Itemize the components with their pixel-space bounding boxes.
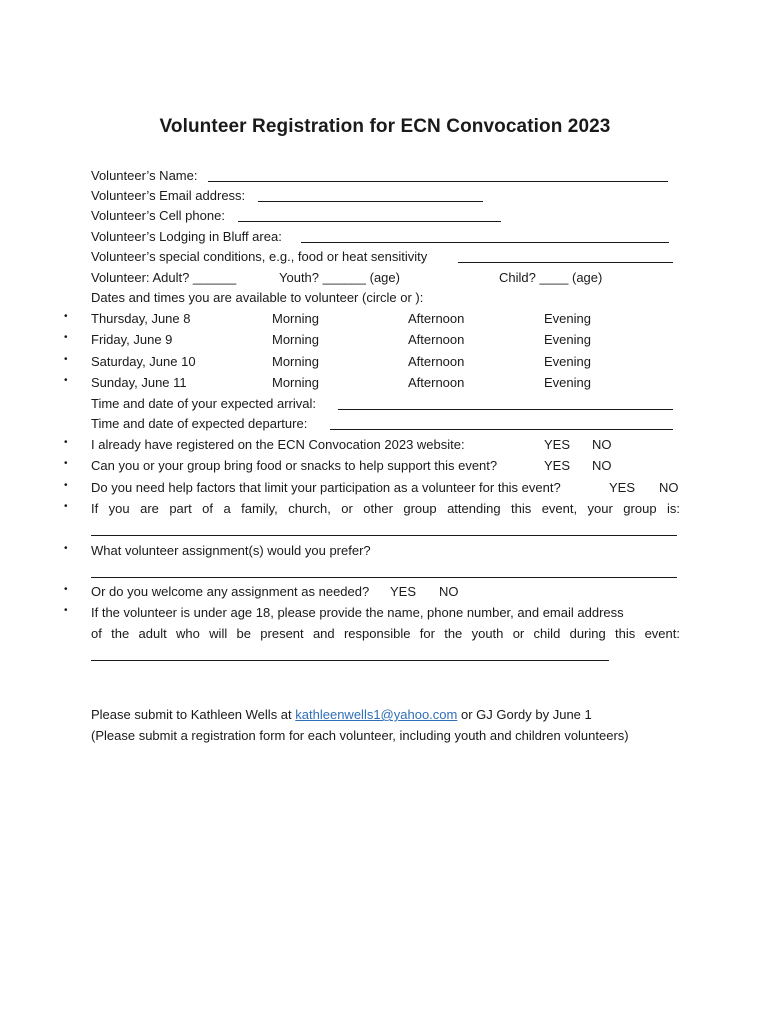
schedule-evening-option[interactable]: Evening [544, 354, 591, 369]
schedule-afternoon-option[interactable]: Afternoon [408, 332, 465, 347]
bullet: • [64, 375, 68, 386]
submit-instructions [91, 707, 592, 723]
bullet: • [64, 480, 68, 491]
email-label: Volunteer’s Email address: [91, 188, 246, 203]
submit-suffix: or GJ Gordy by June 1 [460, 707, 592, 722]
submit-prefix: Please submit to Kathleen Wells at [91, 707, 292, 722]
departure-field[interactable] [330, 429, 673, 430]
conditions-label: Volunteer’s special conditions, e.g., food or heat sensitivity [91, 249, 428, 264]
lodging-field[interactable] [301, 242, 669, 243]
conditions-field[interactable] [458, 262, 673, 263]
adult-field[interactable]: Volunteer: Adult? ______ [91, 270, 237, 285]
bullet: • [64, 458, 68, 469]
lodging-label: Volunteer’s Lodging in Bluff area: [91, 229, 282, 244]
schedule-evening-option[interactable]: Evening [544, 332, 591, 347]
youth-field[interactable]: Youth? ______ (age) [279, 270, 400, 285]
bullet: • [64, 311, 68, 322]
bullet: • [64, 605, 68, 616]
arrival-label: Time and date of your expected arrival: [91, 396, 316, 411]
welcome-yes-option[interactable]: YES [390, 584, 417, 599]
departure-label: Time and date of expected departure: [91, 416, 308, 431]
welcome-no-option[interactable]: NO [439, 584, 459, 599]
food-no-option[interactable]: NO [592, 458, 612, 473]
name-field[interactable] [208, 181, 668, 182]
minor-question-line1: If the volunteer is under age 18, please provide the name, phone number, and email address [91, 605, 624, 620]
schedule-evening-option[interactable]: Evening [544, 311, 591, 326]
cell-label: Volunteer’s Cell phone: [91, 208, 225, 223]
group-field[interactable] [91, 535, 677, 536]
assignment-field[interactable] [91, 577, 677, 578]
group-question: If you are part of a family, church, or other group attending this event, your group is: [91, 501, 680, 516]
schedule-day: Friday, June 9 [91, 332, 173, 347]
email-field[interactable] [258, 201, 483, 202]
name-label: Volunteer’s Name: [91, 168, 198, 183]
bullet: • [64, 501, 68, 512]
schedule-day: Thursday, June 8 [91, 311, 191, 326]
food-yes-option[interactable]: YES [544, 458, 571, 473]
help-no-option[interactable]: NO [659, 480, 679, 495]
schedule-afternoon-option[interactable]: Afternoon [408, 375, 465, 390]
dates-intro: Dates and times you are available to volunteer (circle or ): [91, 290, 424, 305]
registered-question: I already have registered on the ECN Convocation 2023 website: [91, 437, 465, 452]
bullet: • [64, 543, 68, 554]
cell-field[interactable] [238, 221, 501, 222]
submit-note: (Please submit a registration form for each volunteer, including youth and children volunteers) [91, 728, 629, 743]
bullet: • [64, 584, 68, 595]
bullet: • [64, 354, 68, 365]
schedule-evening-option[interactable]: Evening [544, 375, 591, 390]
schedule-morning-option[interactable]: Morning [272, 311, 319, 326]
email-link[interactable]: kathleenwells1@yahoo.com [295, 707, 458, 722]
schedule-morning-option[interactable]: Morning [272, 375, 319, 390]
arrival-field[interactable] [338, 409, 673, 410]
minor-adult-field[interactable] [91, 660, 609, 661]
help-yes-option[interactable]: YES [609, 480, 636, 495]
schedule-day: Sunday, June 11 [91, 375, 187, 390]
registered-yes-option[interactable]: YES [544, 437, 571, 452]
food-question: Can you or your group bring food or snacks to help support this event? [91, 458, 498, 473]
registered-no-option[interactable]: NO [592, 437, 612, 452]
schedule-morning-option[interactable]: Morning [272, 354, 319, 369]
page-title: Volunteer Registration for ECN Convocation 2023 [159, 116, 611, 137]
schedule-afternoon-option[interactable]: Afternoon [408, 311, 465, 326]
bullet: • [64, 437, 68, 448]
child-field[interactable]: Child? ____ (age) [499, 270, 603, 285]
help-question: Do you need help factors that limit your participation as a volunteer for this event? [91, 480, 561, 495]
welcome-question: Or do you welcome any assignment as needed? [91, 584, 370, 599]
schedule-afternoon-option[interactable]: Afternoon [408, 354, 465, 369]
minor-question-line2: of the adult who will be present and responsible for the youth or child during this event: [91, 626, 680, 641]
assignment-question: What volunteer assignment(s) would you prefer? [91, 543, 371, 558]
bullet: • [64, 332, 68, 343]
schedule-day: Saturday, June 10 [91, 354, 196, 369]
schedule-morning-option[interactable]: Morning [272, 332, 319, 347]
